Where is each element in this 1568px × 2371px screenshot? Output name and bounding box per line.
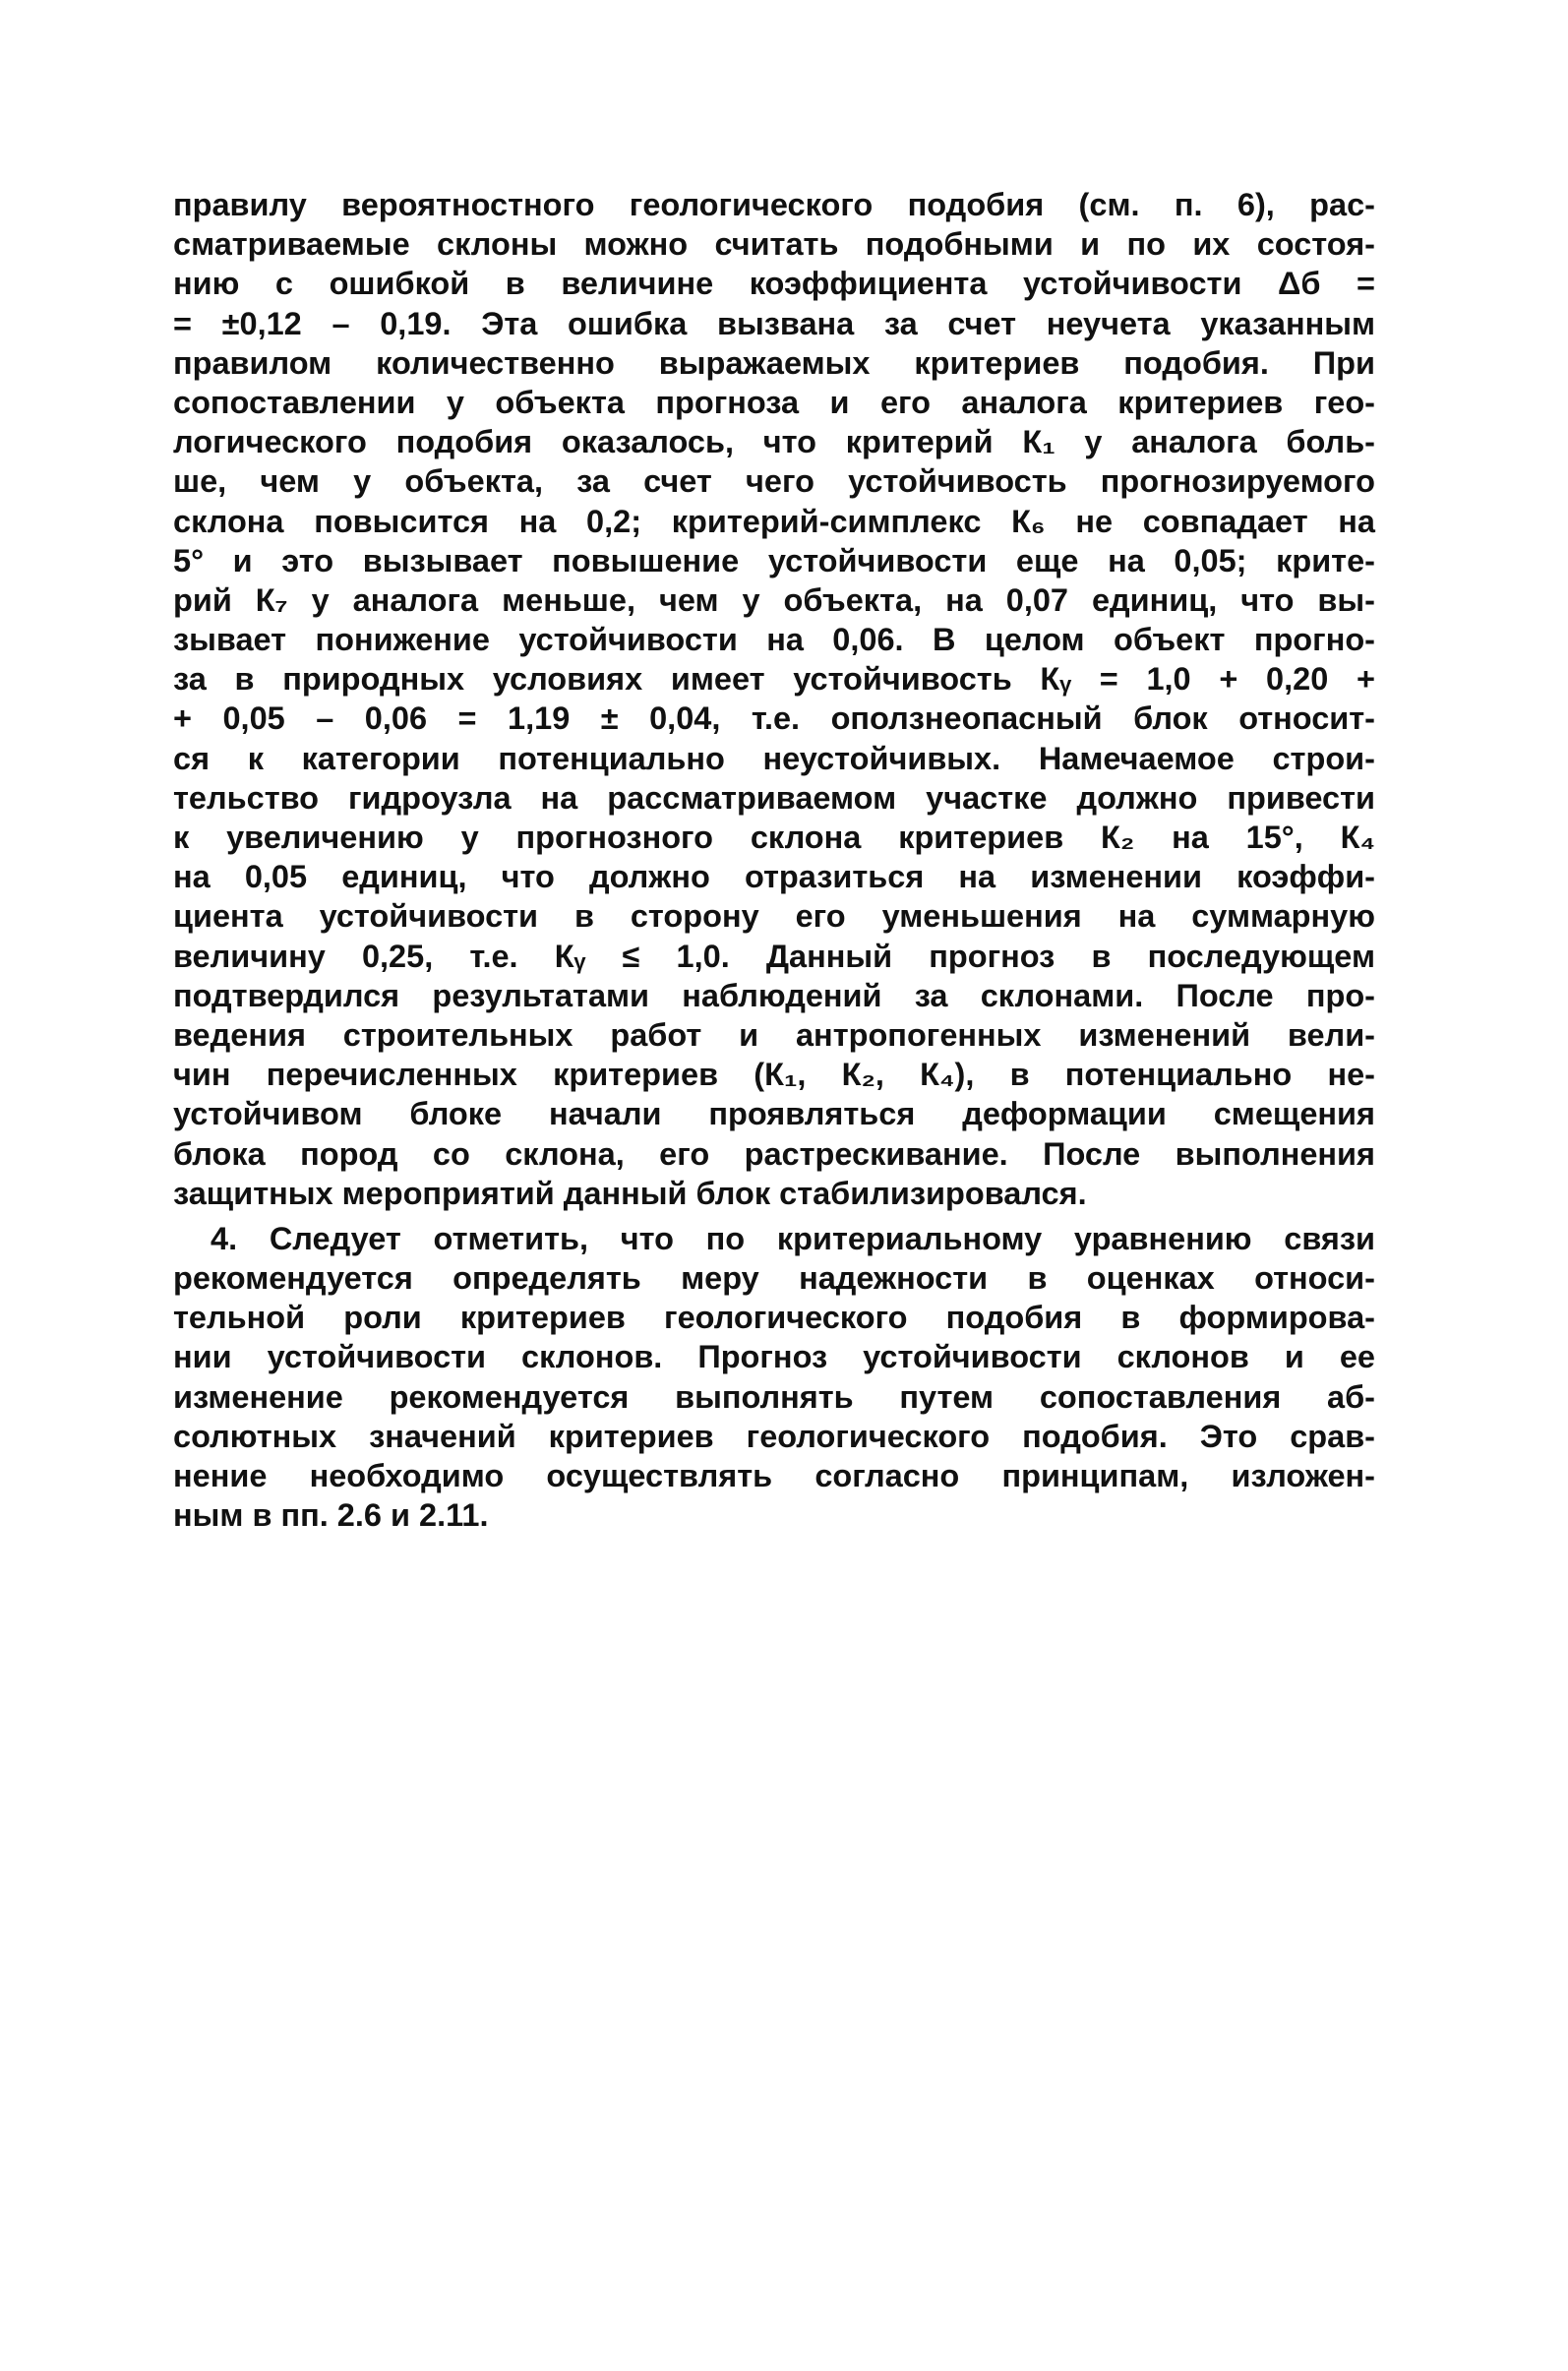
text-line: тельство гидроузла на рассматриваемом участке должно привести: [173, 779, 1375, 816]
text-line: подтвердился результатами наблюдений за склонами. После про-: [173, 977, 1375, 1013]
paragraph-1: [173, 185, 1375, 1213]
text-line: правилу вероятностного геологического подобия (см. п. 6), рас-: [173, 187, 1375, 222]
text-line: защитных мероприятий данный блок стабилизировался.: [173, 1175, 1087, 1211]
text-line: ше, чем у объекта, за счет чего устойчивость прогнозируемого: [173, 463, 1375, 500]
text-line: + 0,05 – 0,06 = 1,19 ± 0,04, т.е. оползнеопасный блок относит-: [173, 700, 1375, 737]
text-line: логического подобия оказалось, что критерий К₁ у аналога боль-: [173, 424, 1375, 460]
text-line: нение необходимо осуществлять согласно принципам, изложен-: [173, 1458, 1375, 1493]
text-line: правилом количественно выражаемых критериев подобия. При: [173, 344, 1375, 381]
text-line: на 0,05 единиц, что должно отразиться на изменении коэффи-: [173, 859, 1375, 895]
text-line: за в природных условиях имеет устойчивость Кᵧ = 1,0 + 0,20 +: [173, 661, 1375, 698]
text-line: ведения строительных работ и антропогенных изменений вели-: [173, 1016, 1375, 1053]
text-line: тельной роли критериев геологического подобия в формирова-: [173, 1300, 1375, 1336]
text-line: величину 0,25, т.е. Кᵧ ≤ 1,0. Данный прогноз в последующем: [173, 938, 1375, 974]
body-text: [173, 185, 1375, 1535]
text-line: нии устойчивости склонов. Прогноз устойчивости склонов и ее: [173, 1339, 1375, 1375]
text-line: к увеличению у прогнозного склона критериев К₂ на 15°, К₄: [173, 820, 1375, 855]
text-line: устойчивом блоке начали проявляться деформации смещения: [173, 1096, 1375, 1132]
text-line: рий К₇ у аналога меньше, чем у объекта, на 0,07 единиц, что вы-: [173, 581, 1375, 618]
text-line: чин перечисленных критериев (К₁, К₂, К₄), в потенциально не-: [173, 1057, 1375, 1093]
text-line: солютных значений критериев геологического подобия. Это срав-: [173, 1418, 1375, 1454]
text-line: зывает понижение устойчивости на 0,06. В целом объект прогно-: [173, 622, 1375, 658]
text-line: = ±0,12 – 0,19. Эта ошибка вызвана за счет неучета указанным: [173, 305, 1375, 341]
text-line: блока пород со склона, его растрескивание. После выполнения: [173, 1135, 1375, 1172]
text-line: 4. Следует отметить, что по критериальному уравнению связи: [211, 1220, 1375, 1256]
text-line: нию с ошибкой в величине коэффициента устойчивости Δб =: [173, 266, 1375, 302]
text-line: сопоставлении у объекта прогноза и его аналога критериев гео-: [173, 384, 1375, 420]
paragraph-2: [173, 1219, 1375, 1536]
text-line: сматриваемые склоны можно считать подобными и по их состоя-: [173, 226, 1375, 263]
text-line: изменение рекомендуется выполнять путем сопоставления аб-: [173, 1378, 1375, 1415]
text-line: ся к категории потенциально неустойчивых. Намечаемое строи-: [173, 740, 1375, 776]
text-line: 5° и это вызывает повышение устойчивости еще на 0,05; крите-: [173, 542, 1375, 578]
text-line: склона повысится на 0,2; критерий-симплекс К₆ не совпадает на: [173, 503, 1375, 539]
text-line: рекомендуется определять меру надежности в оценках относи-: [173, 1260, 1375, 1297]
text-line: ным в пп. 2.6 и 2.11.: [173, 1497, 489, 1534]
text-line: циента устойчивости в сторону его уменьшения на суммарную: [173, 898, 1375, 935]
